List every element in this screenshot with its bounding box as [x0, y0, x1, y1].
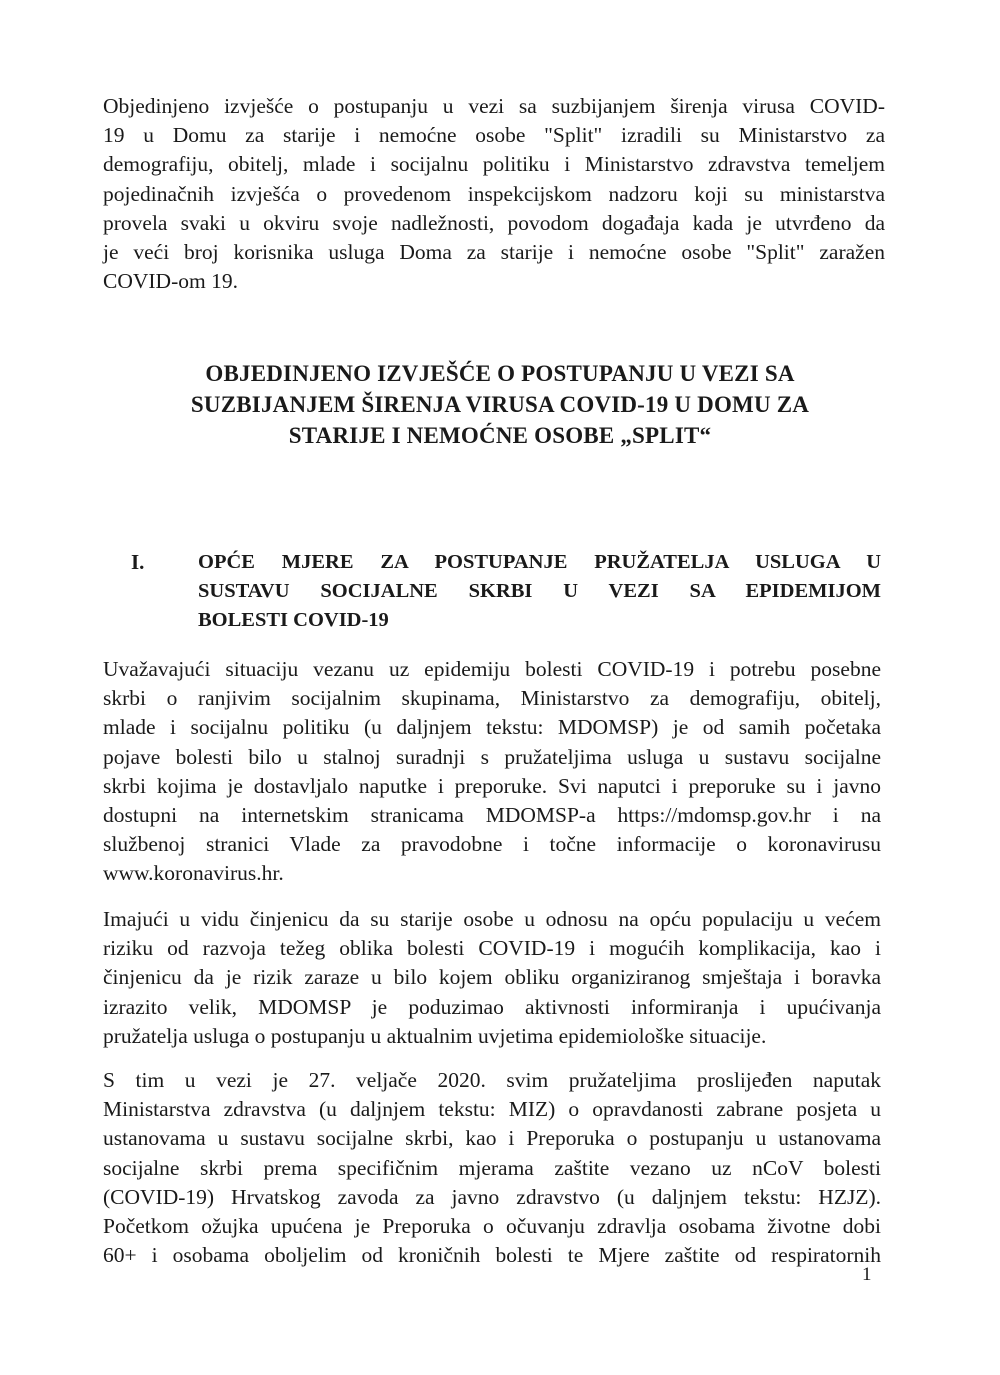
heading-line: OPĆE MJERE ZA POSTUPANJE PRUŽATELJA USLUGA U	[198, 551, 881, 573]
page-number: 1	[862, 1264, 872, 1285]
text-line: pojave bolesti bilo u stalnoj suradnji s pružateljima usluga u sustavu socijalne	[103, 744, 881, 769]
text-line: pojedinačnih izvješća o provedenom inspekcijskom nadzoru koji su ministarstva	[103, 181, 885, 206]
text-line: 60+ i osobama oboljelim od kroničnih bolesti te Mjere zaštite od respiratornih	[103, 1243, 881, 1268]
text-line: Objedinjeno izvješće o postupanju u vezi sa suzbijanjem širenja virusa COVID-	[103, 94, 885, 118]
text-line: socijalne skrbi prema specifičnim mjerama zaštite vezano uz nCoV bolesti	[103, 1155, 881, 1180]
text-line: službenoj stranici Vlade za pravodobne i točne informacije o koronavirusu	[103, 832, 881, 857]
text-line: 19 u Domu za starije i nemoćne osobe "Split" izradili su Ministarstvo za	[103, 123, 885, 148]
title-line: SUZBIJANJEM ŠIRENJA VIRUSA COVID-19 U DOMU ZA	[190, 392, 810, 417]
text-line: je veći broj korisnika usluga Doma za starije i nemoćne osobe "Split" zaražen	[103, 240, 885, 265]
body-paragraph	[103, 1066, 881, 1270]
text-line: Uvažavajući situaciju vezanu uz epidemiju bolesti COVID-19 i potrebu posebne	[103, 657, 881, 681]
text-line: Početkom ožujka upućena je Preporuka o očuvanju zdravlja osobama životne dobi	[103, 1214, 881, 1239]
document-title	[100, 358, 900, 451]
text-line: demografiju, obitelj, mlade i socijalnu politiku i Ministarstvo zdravstva temeljem	[103, 152, 885, 177]
heading-line: BOLESTI COVID-19	[198, 609, 389, 631]
text-line: S tim u vezi je 27. veljače 2020. svim pružateljima proslijeđen naputak	[103, 1068, 881, 1092]
text-line: provela svaki u okviru svoje nadležnosti, povodom događaja kada je utvrđeno da	[103, 210, 885, 235]
heading-line: SUSTAVU SOCIJALNE SKRBI U VEZI SA EPIDEMIJOM	[198, 580, 881, 602]
title-line: STARIJE I NEMOĆNE OSOBE „SPLIT“	[288, 423, 712, 448]
text-line: izrazito velik, MDOMSP je poduzimao aktivnosti informiranja i upućivanja	[103, 994, 881, 1019]
text-line: Ministarstva zdravstva (u daljnjem tekstu: MIZ) o opravdanosti zabrane posjeta u	[103, 1097, 881, 1122]
text-line: pružatelja usluga o postupanju u aktualnim uvjetima epidemiološke situacije.	[103, 1023, 767, 1048]
text-line: činjenicu da je rizik zaraze u bilo kojem obliku organiziranog smještaja i boravka	[103, 965, 881, 990]
text-line: Imajući u vidu činjenicu da su starije osobe u odnosu na opću populaciju u većem	[103, 907, 881, 931]
body-paragraph	[103, 905, 881, 1051]
text-line: www.koronavirus.hr.	[103, 861, 284, 886]
intro-paragraph	[103, 92, 885, 296]
text-line: skrbi kojima je dostavljalo naputke i preporuke. Svi naputci i preporuke su i javno	[103, 773, 881, 798]
text-line: (COVID-19) Hrvatskog zavoda za javno zdravstvo (u daljnjem tekstu: HZJZ).	[103, 1184, 881, 1209]
text-line: skrbi o ranjivim socijalnim skupinama, Ministarstvo za demografiju, obitelj,	[103, 686, 881, 711]
section-heading	[198, 548, 881, 635]
body-paragraph	[103, 655, 881, 889]
text-line: ustanovama u sustavu socijalne skrbi, kao i Preporuka o postupanju u ustanovama	[103, 1126, 881, 1151]
text-line: mlade i socijalnu politiku (u daljnjem tekstu: MDOMSP) je od samih početaka	[103, 715, 881, 740]
text-line: riziku od razvoja težeg oblika bolesti COVID-19 i mogućih komplikacija, kao i	[103, 936, 881, 961]
text-line: dostupni na internetskim stranicama MDOMSP-a https://mdomsp.gov.hr i na	[103, 803, 881, 828]
title-line: OBJEDINJENO IZVJEŠĆE O POSTUPANJU U VEZI SA	[205, 361, 795, 386]
text-line: COVID-om 19.	[103, 269, 238, 294]
section-number: I.	[131, 550, 145, 574]
